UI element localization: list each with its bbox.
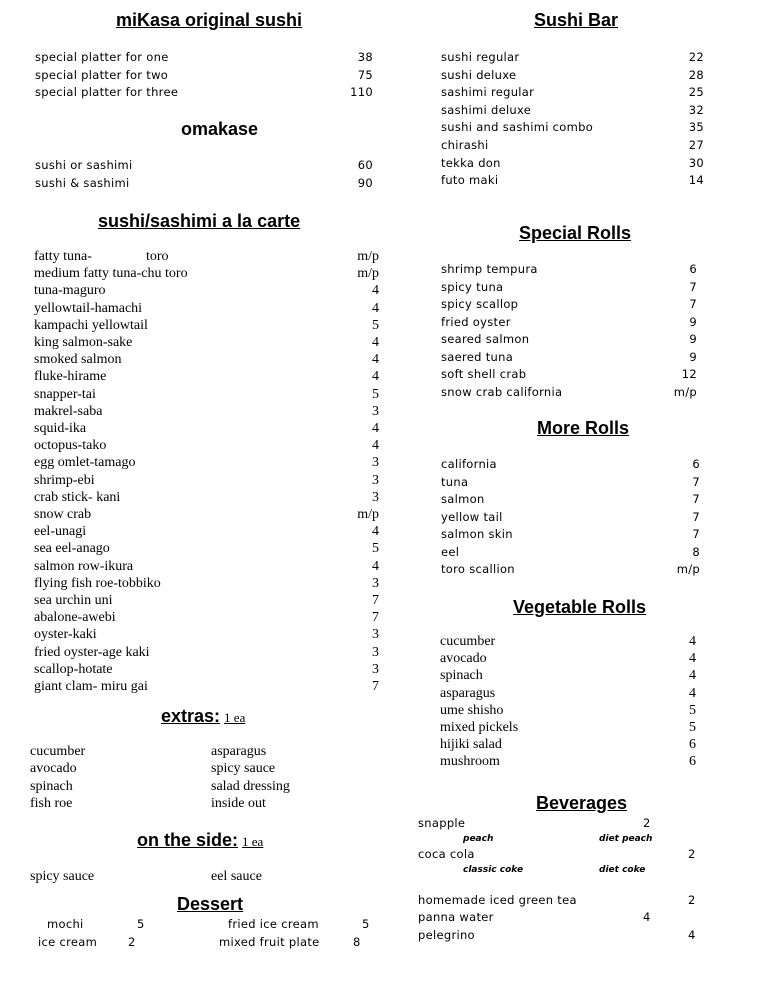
menu-item-price: m/p: [357, 249, 379, 264]
menu-item-name: california: [441, 457, 497, 471]
dessert-item: mochi: [47, 917, 84, 931]
menu-item-price: 4: [372, 300, 379, 316]
bev-note: diet coke: [599, 865, 646, 875]
menu-item-name: cucumber: [440, 634, 496, 649]
menu-item-price: 5: [372, 386, 379, 402]
bev-note: peach: [463, 834, 494, 844]
menu-item-price: 4: [372, 438, 379, 454]
menu-item-name: scallop-hotate: [34, 661, 113, 677]
menu-item-name: futo maki: [441, 173, 499, 188]
menu-item-price: 75: [357, 67, 373, 82]
menu-item-price: 6: [689, 737, 696, 753]
dessert-item: mixed fruit plate: [219, 935, 320, 949]
bev-note: classic coke: [463, 865, 524, 875]
menu-item-price: 4: [372, 369, 379, 385]
menu-item-name: medium fatty tuna-chu toro: [34, 266, 188, 282]
menu-item-name: sushi & sashimi: [35, 175, 130, 190]
menu-item-price: 4: [372, 352, 379, 368]
menu-item-price: 5: [372, 317, 379, 333]
dessert-price: 5: [362, 917, 370, 931]
menu-item-price: 32: [688, 102, 704, 117]
menu-item-price: 3: [372, 489, 379, 505]
extras-item: salad dressing: [211, 778, 290, 794]
menu-item-name: sushi and sashimi combo: [441, 120, 594, 135]
bev-price: 4: [688, 928, 696, 942]
menu-item-name: sea urchin uni: [34, 593, 113, 608]
extras-item: inside out: [211, 795, 266, 811]
menu-item-name: sushi deluxe: [441, 67, 517, 82]
menu-item-price: 38: [357, 50, 373, 64]
menu-item-price: 9: [689, 314, 697, 329]
section-title-dessert: Dessert: [177, 894, 244, 914]
menu-item-name: egg omlet-tamago: [34, 455, 136, 471]
menu-item-price: 25: [688, 85, 704, 100]
menu-item-name: special platter for two: [35, 67, 169, 82]
menu-item-price: 35: [688, 120, 704, 135]
menu-item-name: spicy scallop: [441, 297, 519, 311]
menu-item-name: mushroom: [440, 754, 500, 770]
menu-item-price: 4: [689, 651, 696, 667]
menu-item-name: snow crab california: [441, 384, 563, 399]
menu-item-name: mixed pickels: [440, 720, 519, 735]
menu-item-name: squid-ika: [34, 421, 87, 436]
bev-snapple: snapple: [418, 816, 466, 830]
extras-item: fish roe: [30, 795, 73, 811]
menu-item-price: 6: [689, 754, 696, 770]
menu-item-price: 4: [372, 335, 379, 350]
menu-item-name: salmon row-ikura: [34, 558, 134, 574]
menu-item-name: makrel-saba: [34, 403, 103, 419]
menu-item-price: 7: [689, 297, 697, 311]
menu-item-name: spicy tuna: [441, 279, 504, 294]
menu-item-price: 7: [689, 279, 697, 294]
dessert-item: ice cream: [38, 935, 98, 949]
menu-item-price: 110: [350, 85, 373, 99]
menu-item-price: 7: [372, 610, 379, 626]
menu-item-price: 7: [372, 679, 379, 694]
menu-item-price: 7: [692, 474, 700, 489]
menu-item-name: special platter for one: [35, 50, 169, 64]
section-title-alacarte: sushi/sashimi a la carte: [98, 211, 301, 231]
section-title-sushibar: Sushi Bar: [534, 10, 619, 30]
menu-item-price: 7: [372, 593, 379, 608]
section-title-extras: extras: 1 ea: [161, 706, 246, 726]
menu-item-price: 4: [689, 685, 696, 701]
menu-item-name: snow crab: [34, 507, 92, 522]
menu-item-price: 3: [372, 661, 379, 677]
menu-item-price: m/p: [357, 507, 379, 522]
menu-item-name: king salmon-sake: [34, 335, 133, 350]
menu-item-name: tuna-maguro: [34, 283, 106, 299]
menu-item-price: 90: [357, 175, 373, 190]
menu-item-name: fried oyster: [441, 314, 511, 329]
menu-item-price: 8: [692, 544, 700, 559]
section-title-veg: Vegetable Rolls: [513, 597, 647, 617]
menu-item-name: saered tuna: [441, 349, 514, 364]
menu-item-name: flying fish roe-tobbiko: [34, 575, 161, 591]
section-title-special: Special Rolls: [519, 223, 632, 243]
menu-item-price: 4: [372, 421, 379, 436]
menu-item-price: 4: [372, 558, 379, 574]
menu-item-name: shrimp-ebi: [34, 472, 95, 488]
menu-item-name: fatty tuna-: [34, 249, 92, 264]
side-item: eel sauce: [211, 869, 262, 884]
bev-snapple-price: 2: [643, 816, 651, 830]
menu-item-price: 9: [689, 349, 697, 364]
menu-item-price: m/p: [673, 384, 697, 399]
menu-item-name: eel-unagi: [34, 524, 87, 540]
menu-item-name: shrimp tempura: [441, 262, 538, 276]
menu-item-name: eel: [441, 544, 460, 559]
side-item: spicy sauce: [30, 869, 95, 884]
menu-item-name: toro scallion: [441, 562, 515, 576]
extras-note: 1 ea: [224, 710, 246, 725]
section-title-original: miKasa original sushi: [116, 10, 303, 30]
bev-cocacola-price: 2: [688, 847, 696, 861]
menu-item-name: sushi regular: [441, 50, 520, 64]
menu-item-price: 12: [681, 367, 697, 381]
menu-item-name: tekka don: [441, 155, 501, 170]
menu-item-price: 4: [689, 634, 696, 649]
menu-item-name: special platter for three: [35, 85, 179, 99]
menu-item-name: snapper-tai: [34, 386, 96, 402]
dessert-price: 5: [137, 917, 145, 931]
menu-item-price: 22: [688, 50, 704, 64]
menu-item-name: fried oyster-age kaki: [34, 644, 150, 660]
section-title-omakase: omakase: [181, 119, 259, 139]
menu-item-price: 3: [372, 403, 379, 419]
menu-item-name: sashimi regular: [441, 85, 535, 100]
menu-item-name: fluke-hirame: [34, 369, 107, 385]
menu-item-name: seared salmon: [441, 332, 530, 346]
menu-item-price: 5: [372, 541, 379, 557]
menu-item-name: sushi or sashimi: [35, 158, 133, 172]
section-title-beverages: Beverages: [536, 793, 628, 813]
menu-item-name-suffix: toro: [146, 249, 169, 264]
menu-item-name: oyster-kaki: [34, 627, 97, 643]
dessert-price: 2: [128, 935, 136, 949]
menu-item-price: 9: [689, 332, 697, 346]
menu-item-name: smoked salmon: [34, 352, 122, 368]
extras-item: spicy sauce: [211, 761, 276, 777]
menu-item-price: 4: [372, 283, 379, 299]
menu-item-price: 5: [689, 702, 696, 718]
section-title-side: on the side: 1 ea: [137, 830, 264, 850]
menu-item-name: crab stick- kani: [34, 489, 121, 505]
menu-item-name: yellowtail-hamachi: [34, 300, 143, 316]
menu-item-name: tuna: [441, 474, 469, 489]
menu-item-price: 3: [372, 627, 379, 643]
menu-item-price: m/p: [676, 562, 700, 576]
bev-item: homemade iced green tea: [418, 893, 577, 907]
menu-item-name: chirashi: [441, 138, 489, 152]
menu-item-price: 60: [357, 158, 373, 172]
menu-item-name: asparagus: [440, 685, 496, 701]
menu-item-name: salmon: [441, 492, 485, 506]
menu-item-price: 3: [372, 644, 379, 660]
menu-item-price: 4: [689, 668, 696, 684]
menu-item-price: 6: [689, 262, 697, 276]
menu-item-price: 30: [688, 155, 704, 170]
menu-item-name: octopus-tako: [34, 438, 107, 454]
menu-item-price: 3: [372, 575, 379, 591]
menu-item-name: spinach: [440, 668, 483, 684]
menu-item-name: avocado: [440, 651, 487, 667]
extras-item: asparagus: [211, 744, 267, 759]
bev-price: 2: [688, 893, 696, 907]
menu-item-name: giant clam- miru gai: [34, 679, 148, 694]
menu-item-price: 27: [688, 138, 704, 152]
menu-item-price: 14: [688, 173, 704, 188]
menu-item-name: sashimi deluxe: [441, 102, 532, 117]
menu-item-price: 6: [692, 457, 700, 471]
menu-item-price: 7: [692, 509, 700, 524]
menu-item-price: 5: [689, 720, 696, 735]
menu-item-name: ume shisho: [440, 702, 504, 718]
bev-note: diet peach: [599, 834, 653, 844]
bev-item: panna water: [418, 910, 494, 924]
bev-price: 4: [643, 910, 651, 924]
menu-item-price: 4: [372, 524, 379, 540]
menu-item-name: yellow tail: [441, 509, 503, 524]
menu-item-price: 7: [692, 527, 700, 541]
menu-item-price: 3: [372, 455, 379, 471]
section-title-more: More Rolls: [537, 418, 630, 438]
dessert-price: 8: [353, 935, 361, 949]
menu-item-name: sea eel-anago: [34, 541, 110, 557]
menu-item-price: 3: [372, 472, 379, 488]
menu-item-name: soft shell crab: [441, 367, 527, 381]
bev-item: pelegrino: [418, 928, 475, 942]
menu-item-name: hijiki salad: [440, 737, 502, 753]
menu-item-price: m/p: [357, 266, 379, 282]
bev-cocacola: coca cola: [418, 847, 475, 861]
dessert-item: fried ice cream: [228, 917, 319, 931]
extras-item: spinach: [30, 778, 73, 794]
menu-item-name: salmon skin: [441, 527, 513, 541]
extras-item: cucumber: [30, 744, 86, 759]
extras-item: avocado: [30, 761, 77, 777]
menu-item-price: 28: [688, 67, 704, 82]
menu-item-name: kampachi yellowtail: [34, 317, 148, 333]
side-note: 1 ea: [242, 834, 264, 849]
menu-item-name: abalone-awebi: [34, 610, 116, 626]
menu-item-price: 7: [692, 492, 700, 506]
